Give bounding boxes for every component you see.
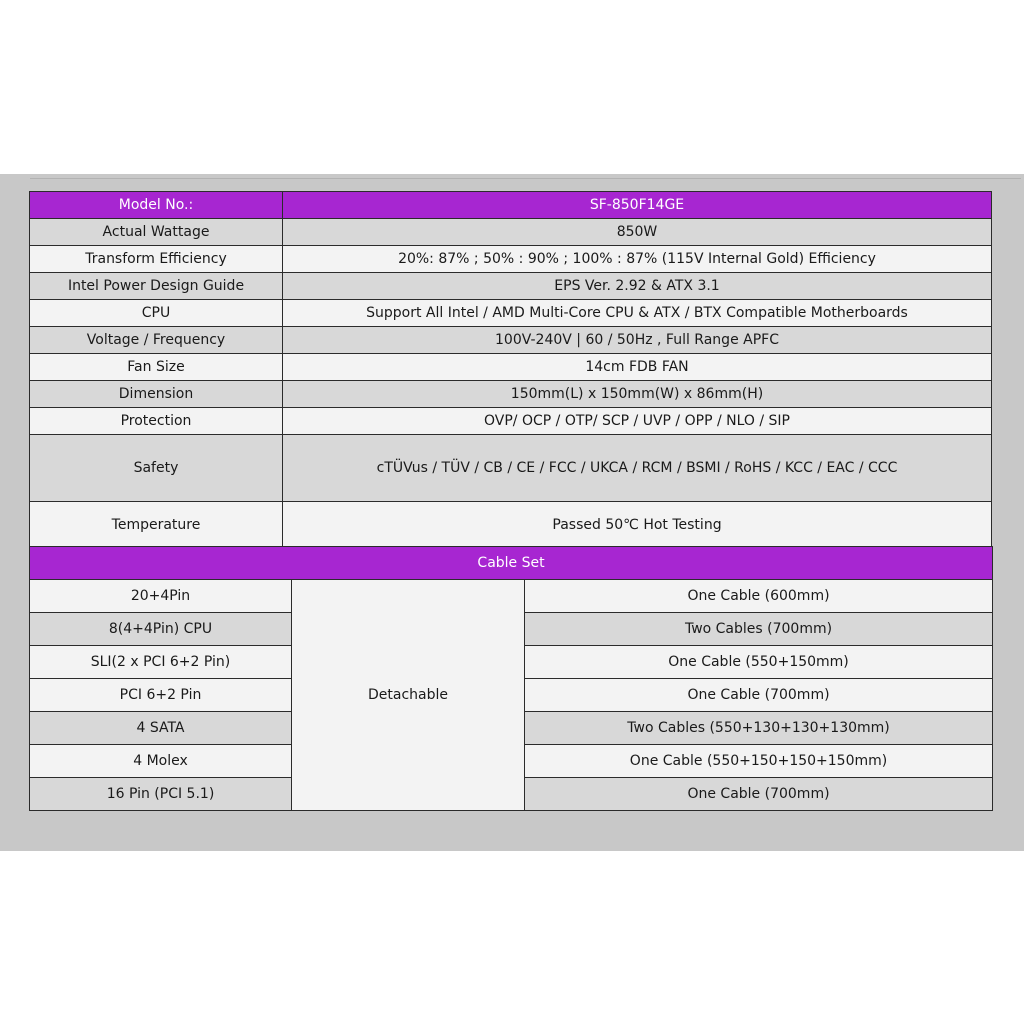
spec-value: 150mm(L) x 150mm(W) x 86mm(H) — [283, 381, 992, 408]
cable-connector: 20+4Pin — [30, 580, 292, 613]
cable-spec: One Cable (600mm) — [525, 580, 993, 613]
spec-table — [29, 191, 992, 549]
cable-header-row — [30, 547, 993, 580]
spec-row — [30, 408, 992, 435]
cable-connector: SLI(2 x PCI 6+2 Pin) — [30, 646, 292, 679]
spec-label: Temperature — [30, 502, 283, 549]
cable-spec: Two Cables (700mm) — [525, 613, 993, 646]
spec-label: Intel Power Design Guide — [30, 273, 283, 300]
spec-header-row — [30, 192, 992, 219]
spec-value: 20%: 87% ; 50% : 90% ; 100% : 87% (115V Internal Gold) Efficiency — [283, 246, 992, 273]
spec-value: Passed 50℃ Hot Testing — [283, 502, 992, 549]
divider — [30, 178, 1021, 179]
spec-panel — [0, 174, 1024, 851]
cable-spec: Two Cables (550+130+130+130mm) — [525, 712, 993, 745]
spec-label: Fan Size — [30, 354, 283, 381]
spec-label: Voltage / Frequency — [30, 327, 283, 354]
spec-row — [30, 435, 992, 502]
spec-value: OVP/ OCP / OTP/ SCP / UVP / OPP / NLO / SIP — [283, 408, 992, 435]
cable-spec: One Cable (550+150+150+150mm) — [525, 745, 993, 778]
cable-spec: One Cable (700mm) — [525, 679, 993, 712]
cable-connector: 4 Molex — [30, 745, 292, 778]
cable-connector: 4 SATA — [30, 712, 292, 745]
cable-table — [29, 546, 993, 811]
cable-spec: One Cable (550+150mm) — [525, 646, 993, 679]
cable-row — [30, 580, 993, 613]
spec-label: Model No.: — [30, 192, 283, 219]
spec-label: Transform Efficiency — [30, 246, 283, 273]
cable-connector: PCI 6+2 Pin — [30, 679, 292, 712]
spec-row — [30, 381, 992, 408]
spec-row — [30, 502, 992, 549]
spec-label: Protection — [30, 408, 283, 435]
cable-set-title: Cable Set — [30, 547, 993, 580]
spec-row — [30, 246, 992, 273]
spec-row — [30, 300, 992, 327]
spec-value: 100V-240V | 60 / 50Hz , Full Range APFC — [283, 327, 992, 354]
spec-value: EPS Ver. 2.92 & ATX 3.1 — [283, 273, 992, 300]
spec-label: Dimension — [30, 381, 283, 408]
cable-type: Detachable — [292, 580, 525, 811]
spec-label: Safety — [30, 435, 283, 502]
spec-label: CPU — [30, 300, 283, 327]
spec-value: cTÜVus / TÜV / CB / CE / FCC / UKCA / RCM / BSMI / RoHS / KCC / EAC / CCC — [283, 435, 992, 502]
cable-connector: 16 Pin (PCI 5.1) — [30, 778, 292, 811]
cable-connector: 8(4+4Pin) CPU — [30, 613, 292, 646]
spec-row — [30, 327, 992, 354]
spec-row — [30, 219, 992, 246]
spec-value: SF-850F14GE — [283, 192, 992, 219]
spec-row — [30, 273, 992, 300]
cable-spec: One Cable (700mm) — [525, 778, 993, 811]
spec-value: 850W — [283, 219, 992, 246]
spec-value: Support All Intel / AMD Multi-Core CPU & ATX / BTX Compatible Motherboards — [283, 300, 992, 327]
spec-row — [30, 354, 992, 381]
spec-value: 14cm FDB FAN — [283, 354, 992, 381]
spec-label: Actual Wattage — [30, 219, 283, 246]
